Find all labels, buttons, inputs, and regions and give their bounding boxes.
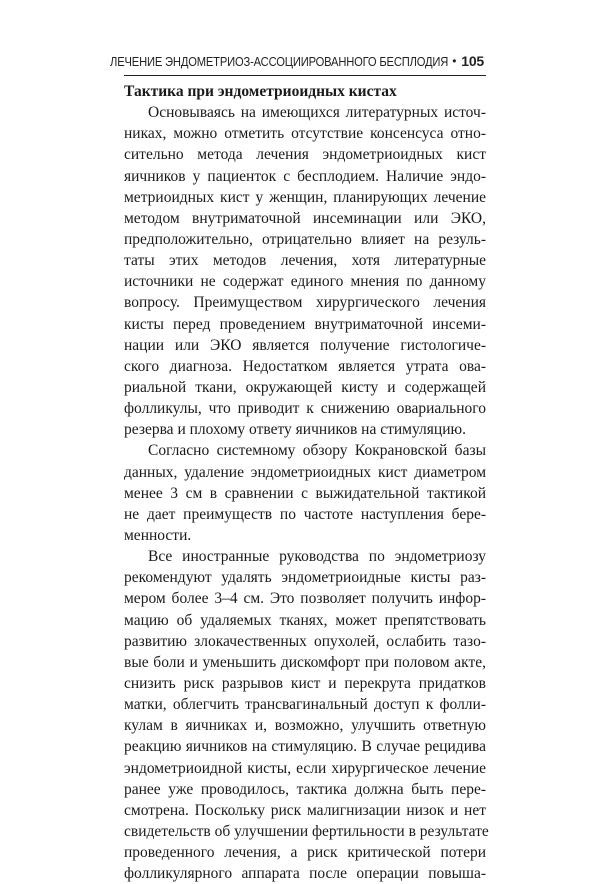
paragraph [124, 102, 486, 440]
text-line: вопросу. Преимуществом хирургического лечения [124, 294, 486, 312]
text-line: таты этих методов лечения, хотя литературные [124, 252, 486, 270]
text-line: менности. [124, 526, 192, 544]
text-line: Все иностранные руководства по эндометриозу [148, 548, 486, 566]
paragraph [124, 546, 489, 884]
text-line: мацию об удаляемых тканях, может препятствовать [124, 611, 486, 629]
text-line: ранее уже проводилось, тактика должна быть пере- [124, 780, 486, 798]
text-line: проведенного лечения, а риск критической потери [124, 844, 486, 862]
text-line: развитию злокачественных опухолей, ослабить тазо- [124, 632, 486, 650]
text-line: вые боли и уменьшить дискомфорт при половом акте, [124, 653, 486, 671]
text-line: источники не содержат единого мнения по данному [124, 273, 486, 291]
text-line: смотрена. Поскольку риск малигнизации низок и нет [124, 801, 486, 819]
text-line: снизить риск разрывов кист и перекрута придатков [124, 674, 486, 692]
bullet-separator: • [452, 54, 457, 68]
text-line: предположительно, отрицательно влияет на резуль- [124, 231, 486, 248]
section-heading: Тактика при эндометриоидных кистах [124, 83, 397, 100]
paragraph [124, 440, 486, 546]
text-line: мером более 3–4 см. Это позволяет получить инфор- [124, 590, 486, 608]
body-text [124, 81, 489, 884]
header-rule [124, 75, 486, 76]
text-line: фолликулы, что приводит к снижению овариального [124, 400, 486, 418]
text-line: реакцию яичников на стимуляцию. В случае рецидива [124, 738, 486, 756]
text-line: яичников у пациенток с бесплодием. Наличие эндо- [124, 167, 486, 185]
page-number: 105 [461, 53, 484, 69]
text-line: Согласно системному обзору Кокрановской базы [148, 442, 486, 460]
text-line: данных, удаление эндометриоидных кист диаметром [124, 463, 486, 481]
text-line: свидетельств об улучшении фертильности в результате [124, 822, 489, 840]
text-line: менее 3 см в сравнении с выжидательной тактикой [124, 484, 486, 502]
text-line: Основываясь на имеющихся литературных источ- [148, 104, 486, 122]
running-title: ЛЕЧЕНИЕ ЭНДОМЕТРИОЗ-АССОЦИИРОВАННОГО БЕСПЛОДИЯ [110, 53, 449, 69]
text-line: резерва и плохому ответу яичников на стимуляцию. [124, 421, 466, 439]
text-line: сительно метода лечения эндометриоидных кист [124, 146, 486, 164]
text-line: никах, можно отметить отсутствие консенсуса отно- [124, 125, 486, 143]
text-line: риальной ткани, окружающей кисту и содержащей [124, 378, 486, 396]
text-line: матки, облегчить трансвагинальный доступ к фолли- [124, 696, 486, 714]
text-line: нации или ЭКО является получение гистологиче- [124, 336, 486, 354]
text-line: эндометриоидной кисты, если хирургическое лечение [124, 759, 486, 777]
text-line: рекомендуют удалять эндометриоидные кисты раз- [124, 569, 486, 587]
text-line: методом внутриматочной инсеминации или ЭКО, [124, 209, 486, 227]
text-line: кулам в яичниках и, возможно, улучшить ответную [124, 717, 486, 735]
running-header [110, 50, 484, 72]
text-line: ского диагноза. Недостатком является утрата ова- [124, 357, 486, 375]
text-line: фолликулярного аппарата после операции повыша- [124, 865, 486, 883]
text-line: кисты перед проведением внутриматочной инсеми- [124, 315, 486, 333]
text-line: не дает преимуществ по частоте наступления бере- [124, 505, 486, 523]
text-line: метриоидных кист у женщин, планирующих лечение [124, 188, 486, 206]
